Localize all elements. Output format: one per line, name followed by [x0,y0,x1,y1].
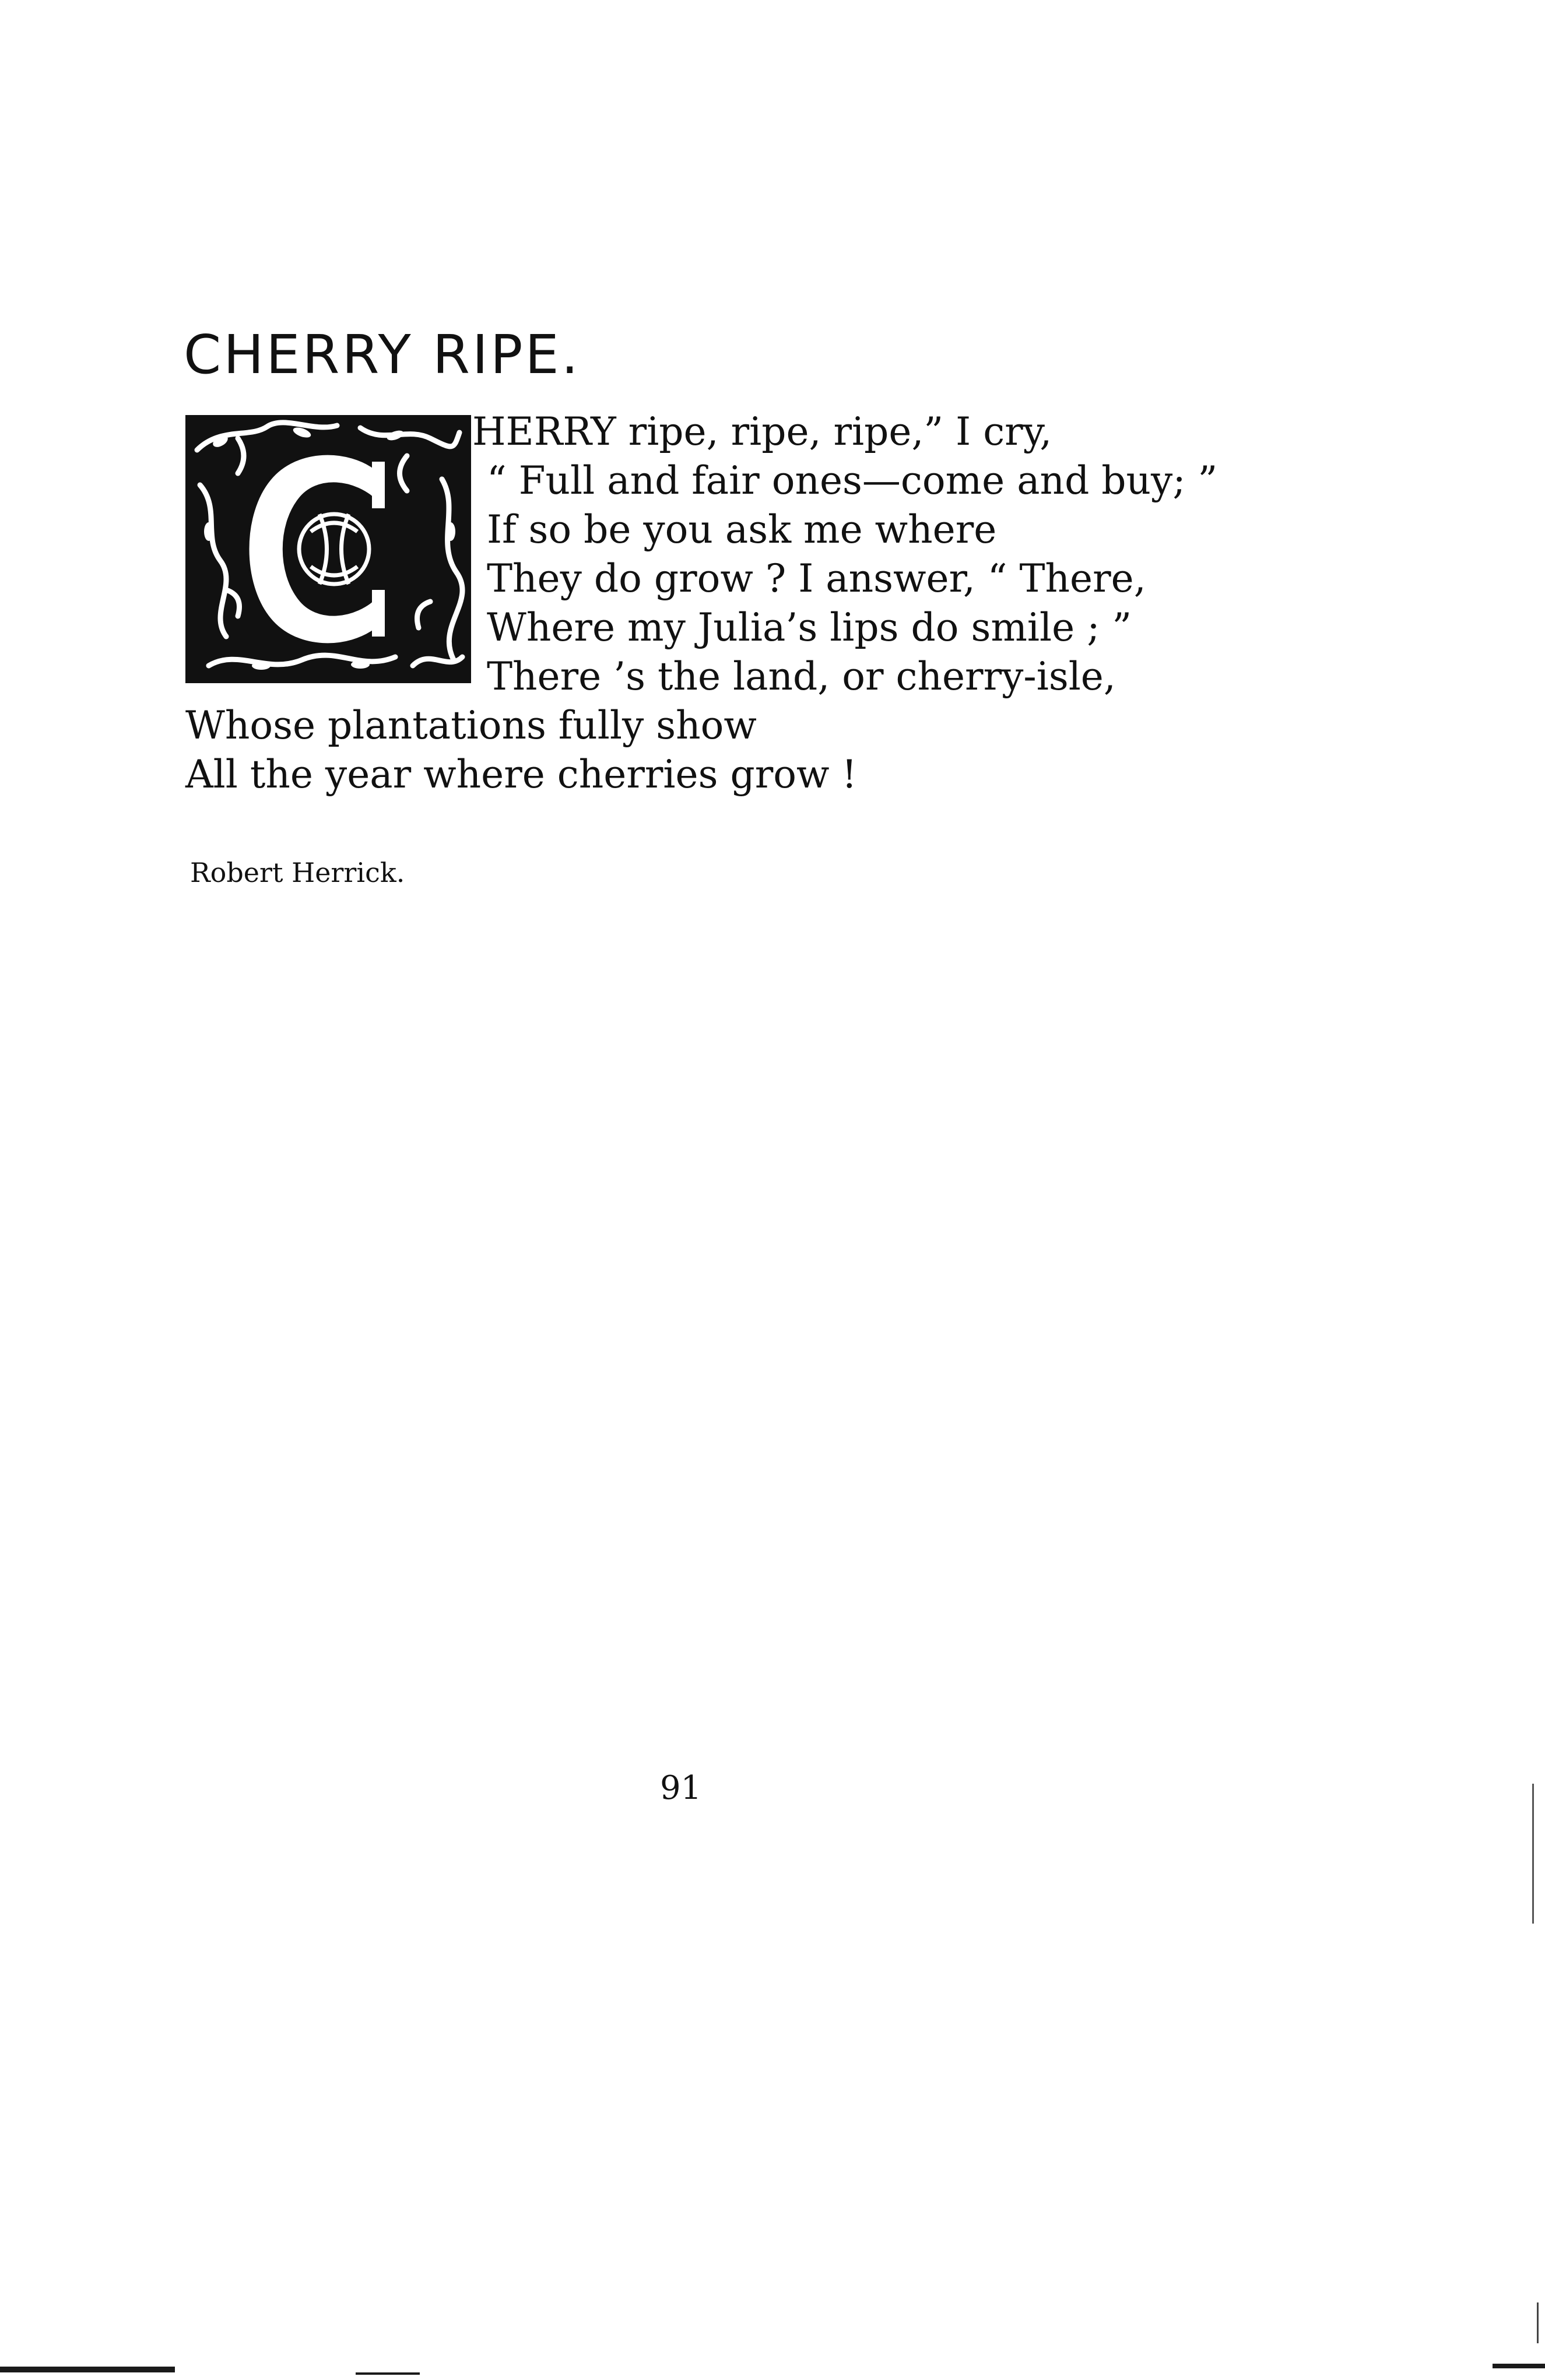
poem-line-6: There ’s the land, or cherry-isle, [487,654,1116,699]
poem-line-2: “ Full and fair ones—come and buy; ” [487,458,1218,503]
scan-edge-mark [356,2372,420,2375]
poem-line-3: If so be you ask me where [487,507,997,552]
poem-title: CHERRY RIPE. [184,324,581,386]
scan-edge-mark [1532,1784,1534,1924]
scan-edge-mark [1493,2364,1545,2368]
page-number: 91 [660,1769,702,1807]
poem-line-5: Where my Julia’s lips do smile ; ” [487,605,1132,650]
author-attribution: Robert Herrick. [190,857,405,888]
poem-line-4: They do grow ? I answer, “ There, [487,556,1146,601]
scan-edge-mark [0,2367,175,2372]
poem-line-8: All the year where cherries grow ! [185,752,857,797]
ornamental-initial-c [185,415,471,683]
poem-line-1: HERRY ripe, ripe, ripe,” I cry, [472,409,1052,454]
poem-line-7: Whose plantations fully show [185,703,757,748]
scan-edge-mark [1537,2302,1539,2343]
